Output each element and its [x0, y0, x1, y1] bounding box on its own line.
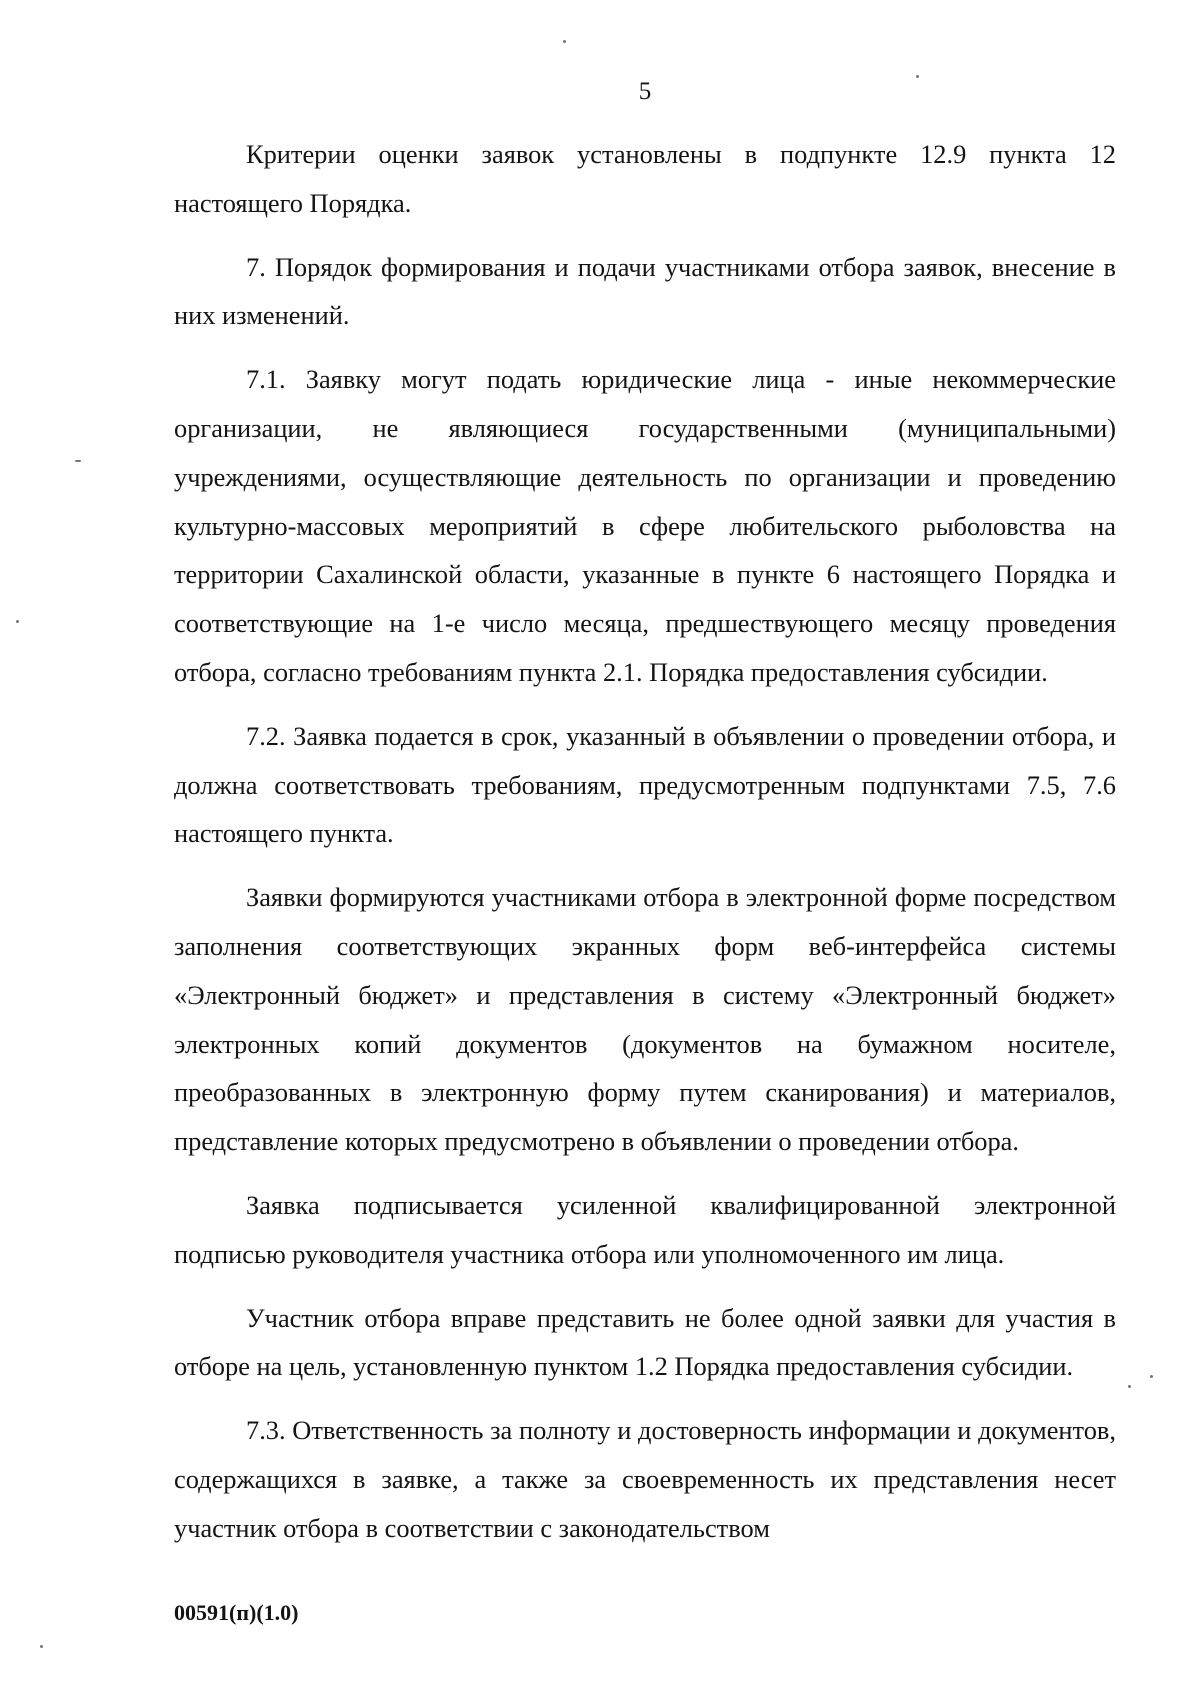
paragraph-7-3: 7.3. Ответственность за полноту и достоверность информации и документов, содержащихся в заявке, а также за своевременность их представления несет участник отбора в соответствии с законодательством	[174, 1415, 1116, 1543]
scan-speck	[1128, 1385, 1131, 1388]
paragraph-evaluation-criteria: Критерии оценки заявок установлены в подпункте 12.9 пункта 12 настоящего Порядка.	[174, 139, 1116, 218]
document-code: 00591(п)(1.0)	[174, 1600, 299, 1625]
paragraph-signature: Заявка подписывается усиленной квалифицированной электронной подписью руководителя участника отбора или уполномоченного им лица.	[174, 1189, 1116, 1269]
paragraph-section-7-heading: 7. Порядок формирования и подачи участниками отбора заявок, внесение в них изменений.	[174, 251, 1116, 331]
scan-speck	[40, 1645, 43, 1648]
document-body	[174, 130, 1116, 1553]
page-number: 5	[638, 78, 652, 105]
scan-speck	[75, 460, 81, 462]
scan-speck	[16, 620, 19, 623]
scan-speck	[563, 40, 566, 43]
paragraph-electronic-form: Заявки формируются участниками отбора в электронной форме посредством заполнения соответствующих экранных форм веб-интерфейса системы «Электронный бюджет» и представления в систему «Электронный бюджет» электронных копий документов (документов на бумажном носителе, преобразованных в электронную форму путем сканирования) и материалов, представление которых предусмотрено в объявлении о проведении отбора.	[174, 882, 1116, 1157]
paragraph-7-2: 7.2. Заявка подается в срок, указанный в объявлении о проведении отбора, и должна соответствовать требованиям, предусмотренным подпунктами 7.5, 7.6 настоящего пункта.	[174, 720, 1116, 849]
scan-speck	[916, 75, 919, 78]
paragraph-7-1: 7.1. Заявку могут подать юридические лица - иные некоммерческие организации, не являющиеся государственными (муниципальными) учреждениями, осуществляющие деятельность по организации и проведению культурно-массовых мероприятий в сфере любительского рыболовства на территории Сахалинской области, указанные в пункте 6 настоящего Порядка и соответствующие на 1-е число месяца, предшествующего месяцу проведения отбора, согласно требованиям пункта 2.1. Порядка предоставления субсидии.	[174, 364, 1116, 687]
paragraph-one-application: Участник отбора вправе представить не более одной заявки для участия в отборе на цель, установленную пунктом 1.2 Порядка предоставления субсидии.	[174, 1302, 1116, 1382]
scan-speck	[1150, 1375, 1153, 1378]
